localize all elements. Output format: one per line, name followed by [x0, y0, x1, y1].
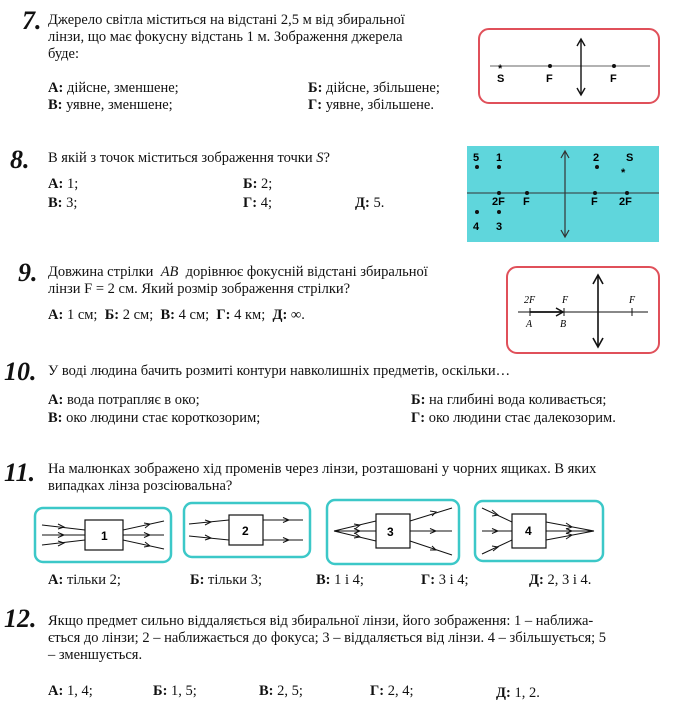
q9-option-d[interactable]	[216, 307, 265, 323]
q9-option-c-key: В:	[160, 307, 176, 323]
q8-option-d-key: Г:	[243, 195, 258, 211]
q9-option-c[interactable]	[161, 307, 210, 323]
question-7-line-3: буде:	[48, 46, 80, 62]
question-9-line-1	[48, 264, 428, 281]
q8-point-4-dot	[475, 210, 479, 214]
q9-option-a-text: 1 см;	[66, 307, 98, 323]
q11-option-e-key: Д:	[529, 572, 544, 588]
q11-option-b-text: тільки 3;	[208, 572, 262, 588]
q8-option-e-text: 5.	[373, 195, 385, 211]
q11-box-3-label: 3	[387, 525, 394, 539]
q8-option-e[interactable]	[355, 195, 384, 212]
q9-option-b-text: 2 см;	[122, 307, 154, 323]
q11-option-d-text: 3 і 4;	[438, 572, 469, 588]
q8-f-right-dot	[593, 191, 597, 195]
q11-option-c-key: В:	[316, 572, 331, 588]
q11-option-c[interactable]	[316, 572, 364, 589]
q8-2f-left-dot	[497, 191, 501, 195]
q9-option-e[interactable]	[272, 307, 304, 323]
q7-option-a-text: дійсне, зменшене;	[66, 80, 179, 96]
q11-option-a-key: А:	[48, 572, 64, 588]
question-number-8: 8.	[10, 145, 30, 174]
question-12-line-3: – зменшується.	[48, 647, 143, 663]
q11-option-b-key: Б:	[190, 572, 205, 588]
q7-option-c-key: В:	[48, 97, 63, 113]
q9-option-b[interactable]	[105, 307, 154, 323]
q7-option-b[interactable]	[308, 80, 440, 97]
q8-label-5: 5	[473, 152, 480, 164]
q12-option-e-key: Д:	[496, 685, 511, 701]
q11-option-b[interactable]	[190, 572, 262, 589]
q8-label-2f-left: 2F	[492, 196, 505, 208]
q12-option-a-key: А:	[48, 683, 64, 699]
question-12-line-1: Якщо предмет сильно віддаляється від збиральної лінзи, його зображення: 1 – наближа-	[48, 613, 594, 629]
q9-label-a: A	[526, 319, 533, 330]
q11-option-d-key: Г:	[421, 572, 436, 588]
q7-option-d[interactable]	[308, 97, 434, 114]
q8-2f-right-dot	[625, 191, 629, 195]
q7-option-b-text: дійсне, збільшене;	[326, 80, 440, 96]
q8-label-2: 2	[593, 152, 600, 164]
q9-label-2f: 2F	[524, 295, 536, 306]
question-11-text	[48, 461, 596, 495]
question-10-text: У воді людина бачить розмиті контури навколишніх предметів, оскільки…	[48, 363, 511, 379]
q8-label-3: 3	[496, 221, 503, 233]
q8-point-5-dot	[475, 165, 479, 169]
q12-option-c[interactable]	[259, 683, 303, 700]
q8-point-1-dot	[497, 165, 501, 169]
q12-option-c-text: 2, 5;	[277, 683, 303, 699]
question-7-line-2: лінзи, що має фокусну відстань 1 м. Зображення джерела	[48, 29, 403, 45]
question-9-line-1a: Довжина стрілки	[48, 264, 154, 280]
q8-lens-diagram	[467, 146, 659, 242]
q7-focus-right-dot	[612, 64, 616, 68]
q8-option-a-key: А:	[48, 176, 64, 192]
q7-lens-diagram	[478, 28, 660, 104]
question-11-line-1: На малюнках зображено хід променів через лінзи, розташовані у чорних ящиках. В яких	[48, 461, 597, 477]
question-7-text	[48, 12, 405, 63]
question-8-point-s: S	[316, 150, 324, 166]
q9-option-d-key: Г:	[216, 307, 231, 323]
q7-label-s: S	[497, 73, 505, 85]
q8-option-b-text: 2;	[261, 176, 273, 192]
q9-option-a[interactable]	[48, 307, 97, 323]
q7-star: *	[498, 63, 503, 75]
q12-option-e[interactable]	[496, 685, 540, 702]
q10-option-d-key: Г:	[411, 410, 426, 426]
q10-option-a-key: А:	[48, 392, 64, 408]
q10-option-b-text: на глибині вода коливається;	[429, 392, 607, 408]
question-number-11: 11.	[4, 458, 36, 487]
q11-box-4-diagram	[474, 500, 604, 562]
q7-label-f-left: F	[546, 73, 553, 85]
q9-option-b-key: Б:	[104, 307, 120, 323]
q12-option-c-key: В:	[259, 683, 274, 699]
q9-option-a-key: А:	[48, 307, 64, 323]
q10-option-d-text: око людини стає далекозорим.	[428, 410, 616, 426]
q9-options	[48, 307, 305, 324]
question-8-text	[48, 150, 330, 167]
q12-option-e-text: 1, 2.	[514, 685, 540, 701]
q8-label-4: 4	[473, 221, 480, 233]
q11-option-d[interactable]	[421, 572, 469, 589]
question-9-ab: AB	[160, 264, 179, 280]
q12-option-d-key: Г:	[370, 683, 385, 699]
q8-label-2f-right: 2F	[619, 196, 632, 208]
q10-option-c-text: око людини стає короткозорим;	[66, 410, 261, 426]
q10-option-b-key: Б:	[411, 392, 426, 408]
question-12-text	[48, 613, 606, 664]
q7-focus-left-dot	[548, 64, 552, 68]
q12-option-b-text: 1, 5;	[171, 683, 197, 699]
q7-option-b-key: Б:	[308, 80, 323, 96]
q9-option-e-text: ∞.	[290, 307, 305, 323]
q12-option-b[interactable]	[153, 683, 197, 700]
q9-lens-diagram	[506, 266, 660, 354]
q8-option-a[interactable]	[48, 176, 78, 193]
q8-option-c[interactable]	[48, 195, 77, 212]
q8-point-3-dot	[497, 210, 501, 214]
q12-option-a-text: 1, 4;	[66, 683, 93, 699]
q11-option-e[interactable]	[529, 572, 591, 589]
q11-option-a-text: тільки 2;	[66, 572, 121, 588]
q8-option-b-key: Б:	[243, 176, 258, 192]
q11-option-c-text: 1 і 4;	[334, 572, 364, 588]
q7-option-c[interactable]	[48, 97, 173, 114]
q10-option-c[interactable]	[48, 410, 260, 427]
q7-option-d-text: уявне, збільшене.	[325, 97, 434, 113]
question-number-7: 7.	[22, 6, 42, 35]
q9-option-d-text: 4 км;	[234, 307, 266, 323]
q8-f-left-dot	[525, 191, 529, 195]
q11-box-4-label: 4	[525, 524, 532, 538]
q11-box-2-label: 2	[242, 524, 249, 538]
q8-option-c-text: 3;	[66, 195, 78, 211]
q7-label-f-right: F	[610, 73, 617, 85]
question-11-line-2: випадках лінза розсіювальна?	[48, 478, 233, 494]
q7-option-c-text: уявне, зменшене;	[66, 97, 173, 113]
question-8-qmark: ?	[323, 150, 330, 166]
q12-option-a[interactable]	[48, 683, 93, 700]
q11-box-2-diagram	[183, 502, 311, 558]
q8-star: *	[621, 167, 626, 179]
q7-option-a-key: А:	[48, 80, 64, 96]
q7-option-a[interactable]	[48, 80, 179, 97]
q8-label-s: S	[626, 152, 634, 164]
q8-option-e-key: Д:	[355, 195, 370, 211]
q8-option-c-key: В:	[48, 195, 63, 211]
question-number-12: 12.	[4, 604, 37, 633]
q9-label-b: B	[560, 319, 567, 330]
q11-option-e-text: 2, 3 і 4.	[547, 572, 592, 588]
q10-option-a-text: вода потрапляє в око;	[66, 392, 200, 408]
q9-option-c-text: 4 см;	[178, 307, 210, 323]
question-number-10: 10.	[4, 357, 37, 386]
q8-label-f-right: F	[591, 196, 598, 208]
question-9-line-1b: дорівнює фокусній відстані збиральної	[185, 264, 428, 280]
q10-option-c-key: В:	[48, 410, 63, 426]
q8-option-d-text: 4;	[260, 195, 272, 211]
question-7-line-1: Джерело світла міститься на відстані 2,5 м від збиральної	[48, 12, 405, 28]
question-9-text	[48, 264, 428, 298]
q10-option-a[interactable]	[48, 392, 200, 409]
q8-label-1: 1	[496, 152, 503, 164]
q8-label-f-left: F	[523, 196, 530, 208]
q11-box-3-diagram	[326, 499, 460, 565]
q9-label-f-left: F	[562, 295, 569, 306]
q11-box-1-label: 1	[101, 529, 108, 543]
q8-option-a-text: 1;	[66, 176, 79, 192]
q12-option-d-text: 2, 4;	[387, 683, 414, 699]
q8-option-d[interactable]	[243, 195, 272, 212]
question-number-9: 9.	[18, 258, 38, 287]
q11-box-1-diagram	[34, 507, 172, 563]
q7-option-d-key: Г:	[308, 97, 323, 113]
q8-option-b[interactable]	[243, 176, 272, 193]
q9-label-f-right: F	[629, 295, 636, 306]
q12-option-d[interactable]	[370, 683, 413, 700]
question-9-line-2: лінзи F = 2 см. Який розмір зображення стрілки?	[48, 281, 351, 297]
question-8-line-1: В якій з точок міститься зображення точки	[48, 150, 313, 166]
q10-option-b[interactable]	[411, 392, 606, 409]
q9-option-e-key: Д:	[272, 307, 288, 323]
q11-option-a[interactable]	[48, 572, 121, 589]
q12-option-b-key: Б:	[153, 683, 168, 699]
q8-point-2-dot	[595, 165, 599, 169]
question-12-line-2: ється до лінзи; 2 – наближається до фокуса; 3 – віддаляється від лінзи. 4 – збільшується; 5	[48, 630, 607, 646]
q10-option-d[interactable]	[411, 410, 616, 427]
